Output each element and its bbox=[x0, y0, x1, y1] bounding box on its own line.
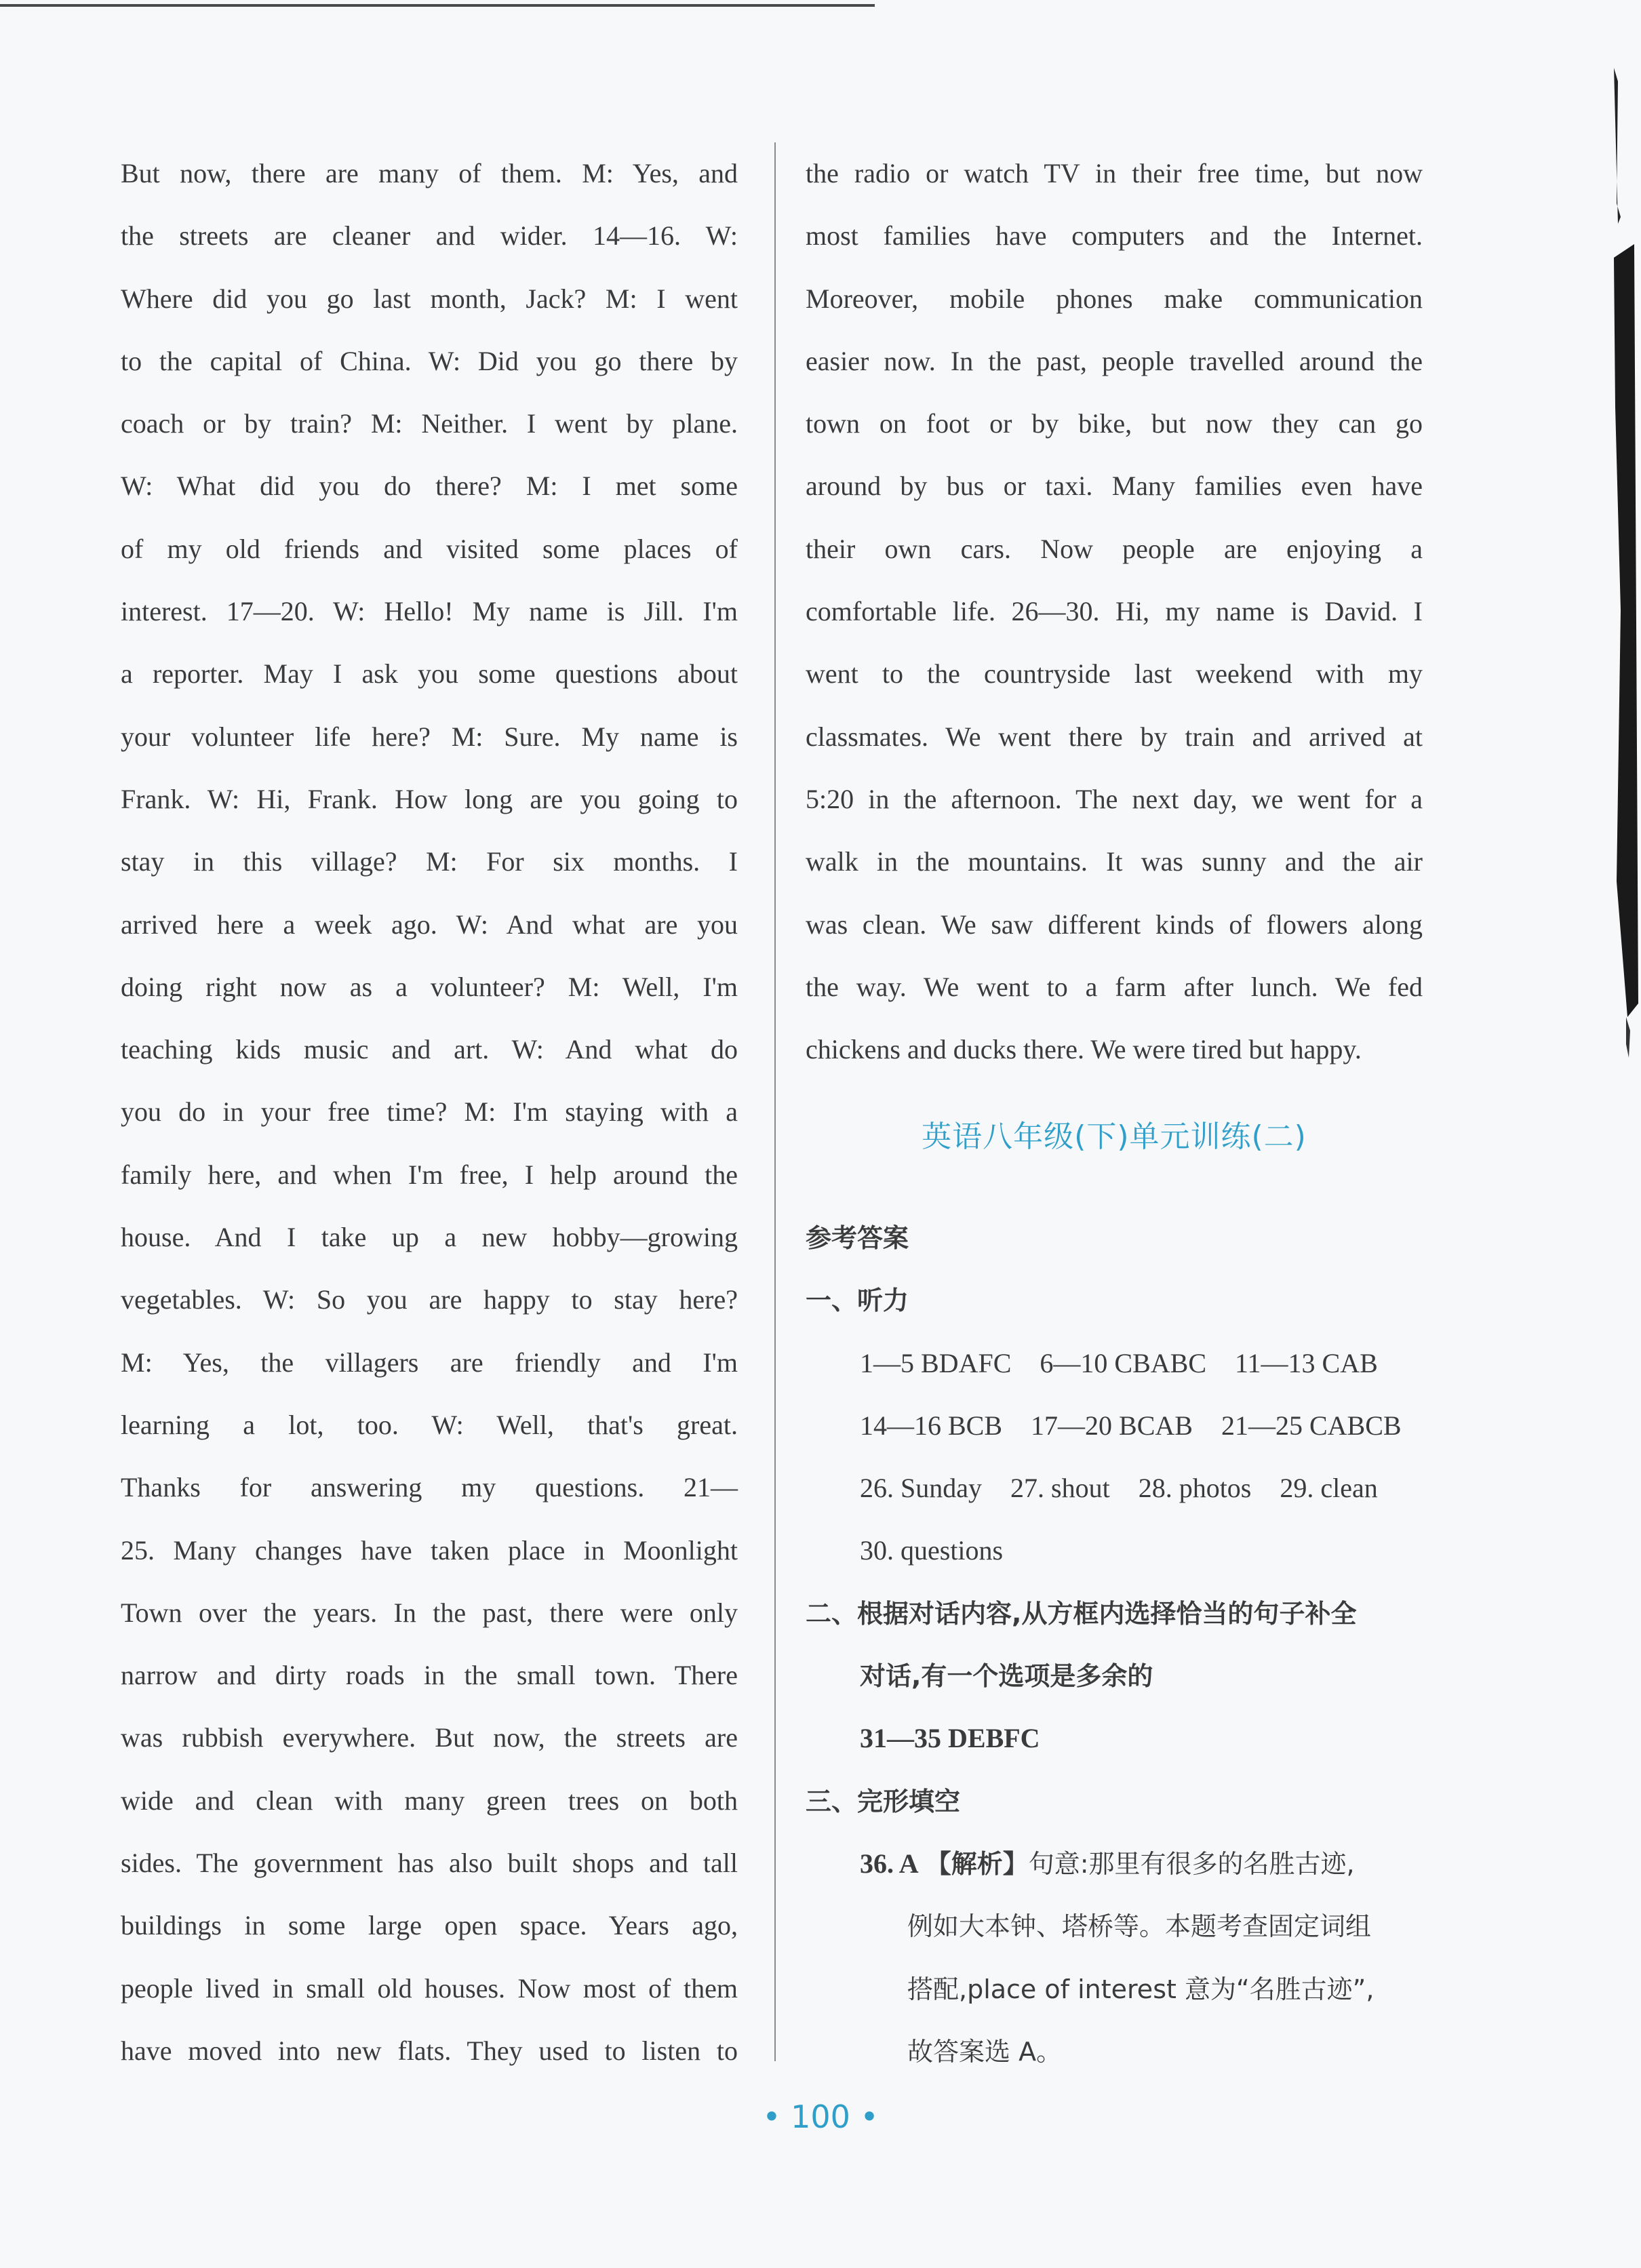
text-line: of my old friends and visited some places of bbox=[121, 533, 738, 564]
text-line: Moreover, mobile phones make communication bbox=[806, 283, 1423, 314]
text-line: town on foot or by bike, but now they can go bbox=[806, 408, 1423, 439]
q36-line3: 搭配,place of interest 意为“名胜古迹”, bbox=[907, 1974, 1375, 2004]
text-line: arrived here a week ago. W: And what are you bbox=[121, 909, 738, 940]
text-line: was rubbish everywhere. But now, the streets are bbox=[121, 1722, 738, 1753]
text-line: W: What did you do there? M: I met some bbox=[121, 471, 738, 502]
part1-answer-row bbox=[806, 1332, 1423, 1395]
text-line: interest. 17—20. W: Hello! My name is Jill. I'm bbox=[121, 596, 738, 627]
column-divider bbox=[774, 142, 776, 2061]
section-title: 英语八年级(下)单元训练(二) bbox=[922, 1119, 1307, 1154]
text-line: the streets are cleaner and wider. 14—16. W: bbox=[121, 220, 738, 252]
text-line: was clean. We saw different kinds of flowers along bbox=[806, 909, 1423, 940]
left-column bbox=[121, 142, 738, 2082]
text-line: narrow and dirty roads in the small town. There bbox=[121, 1660, 738, 1691]
part3-title: 三、完形填空 bbox=[806, 1786, 961, 1816]
part1-answer-row bbox=[806, 1395, 1423, 1457]
text-line: family here, and when I'm free, I help around the bbox=[121, 1159, 738, 1190]
part2-title-line1: 二、根据对话内容,从方框内选择恰当的句子补全 bbox=[806, 1598, 1357, 1629]
text-line: easier now. In the past, people travelled around the bbox=[806, 345, 1423, 376]
part1-title: 一、听力 bbox=[806, 1286, 909, 1316]
text-line: doing right now as a volunteer? M: Well, I'm bbox=[121, 971, 738, 1002]
answer-item: 27. shout bbox=[1010, 1473, 1110, 1504]
text-line: teaching kids music and art. W: And what do bbox=[121, 1034, 738, 1065]
text-line: most families have computers and the Internet. bbox=[806, 220, 1423, 252]
page-number: • 100 • bbox=[762, 2098, 879, 2135]
text-line: stay in this village? M: For six months. I bbox=[121, 846, 738, 877]
text-line: coach or by train? M: Neither. I went by plane. bbox=[121, 408, 738, 439]
answer-section bbox=[806, 1207, 1423, 2083]
part1-answer-row bbox=[806, 1519, 1423, 1582]
part2-title-line2: 对话,有一个选项是多余的 bbox=[860, 1661, 1153, 1692]
text-line: Where did you go last month, Jack? M: I went bbox=[121, 283, 738, 314]
q36-text-1: 句意:那里有很多的名胜古迹, bbox=[1028, 1848, 1355, 1879]
text-line: Frank. W: Hi, Frank. How long are you going to bbox=[121, 783, 738, 814]
text-line: comfortable life. 26—30. Hi, my name is David. I bbox=[806, 596, 1423, 627]
q36-line1 bbox=[806, 1833, 1423, 1895]
text-line: wide and clean with many green trees on both bbox=[121, 1785, 738, 1816]
q36-line2: 例如大本钟、塔桥等。本题考查固定词组 bbox=[907, 1911, 1372, 1942]
text-line: learning a lot, too. W: Well, that's great. bbox=[121, 1409, 738, 1440]
text-line: M: Yes, the villagers are friendly and I'm bbox=[121, 1347, 738, 1378]
text-line: their own cars. Now people are enjoying a bbox=[806, 533, 1423, 564]
answer-item: 14—16 BCB bbox=[860, 1410, 1003, 1441]
text-line: have moved into new flats. They used to listen to bbox=[121, 2035, 738, 2066]
answer-item: 29. clean bbox=[1280, 1473, 1378, 1504]
text-line: Thanks for answering my questions. 21— bbox=[121, 1472, 738, 1503]
text-line: vegetables. W: So you are happy to stay here? bbox=[121, 1284, 738, 1315]
text-line: classmates. We went there by train and arrived at bbox=[806, 721, 1423, 752]
answer-item: 11—13 CAB bbox=[1235, 1347, 1378, 1378]
answer-item: 26. Sunday bbox=[860, 1473, 982, 1504]
answer-item: 17—20 BCAB bbox=[1031, 1410, 1193, 1441]
text-line: chickens and ducks there. We were tired but happy. bbox=[806, 1034, 1362, 1065]
text-line: 5:20 in the afternoon. The next day, we went for a bbox=[806, 783, 1423, 814]
text-line: walk in the mountains. It was sunny and the air bbox=[806, 846, 1423, 877]
answer-item: 1—5 BDAFC bbox=[860, 1347, 1012, 1378]
answer-item: 6—10 CBABC bbox=[1040, 1347, 1206, 1378]
answer-heading: 参考答案 bbox=[806, 1223, 909, 1253]
text-line: people lived in small old houses. Now most of them bbox=[121, 1972, 738, 2004]
text-line: the radio or watch TV in their free time, but now bbox=[806, 158, 1423, 188]
text-line: 25. Many changes have taken place in Moonlight bbox=[121, 1534, 738, 1566]
part2-answer: 31—35 DEBFC bbox=[860, 1723, 1040, 1754]
text-line: house. And I take up a new hobby—growing bbox=[121, 1222, 738, 1253]
text-line: the way. We went to a farm after lunch. We fed bbox=[806, 971, 1423, 1002]
q36-line4: 故答案选 A。 bbox=[907, 2036, 1063, 2067]
scan-edge-shadow bbox=[1587, 0, 1641, 2268]
answer-item: 21—25 CABCB bbox=[1221, 1410, 1402, 1441]
text-line: around by bus or taxi. Many families even have bbox=[806, 471, 1423, 502]
text-line: to the capital of China. W: Did you go there by bbox=[121, 345, 738, 376]
q36-tag: 【解析】 bbox=[925, 1848, 1029, 1879]
part1-answer-row bbox=[806, 1457, 1423, 1519]
text-line: a reporter. May I ask you some questions about bbox=[121, 658, 738, 690]
answer-item: 30. questions bbox=[860, 1535, 1004, 1566]
answer-item: 28. photos bbox=[1138, 1473, 1252, 1504]
text-line: buildings in some large open space. Years ago, bbox=[121, 1910, 738, 1941]
text-line: But now, there are many of them. M: Yes, and bbox=[121, 158, 738, 188]
text-line: Town over the years. In the past, there were only bbox=[121, 1597, 738, 1628]
text-line: you do in your free time? M: I'm staying with a bbox=[121, 1096, 738, 1128]
text-line: sides. The government has also built shops and tall bbox=[121, 1848, 738, 1879]
q36-label: 36. A bbox=[860, 1848, 919, 1879]
text-line: went to the countryside last weekend with my bbox=[806, 658, 1423, 690]
part1-answers bbox=[806, 1332, 1423, 1583]
top-rule bbox=[0, 4, 875, 7]
right-column bbox=[806, 142, 1423, 1081]
text-line: your volunteer life here? M: Sure. My name is bbox=[121, 721, 738, 752]
